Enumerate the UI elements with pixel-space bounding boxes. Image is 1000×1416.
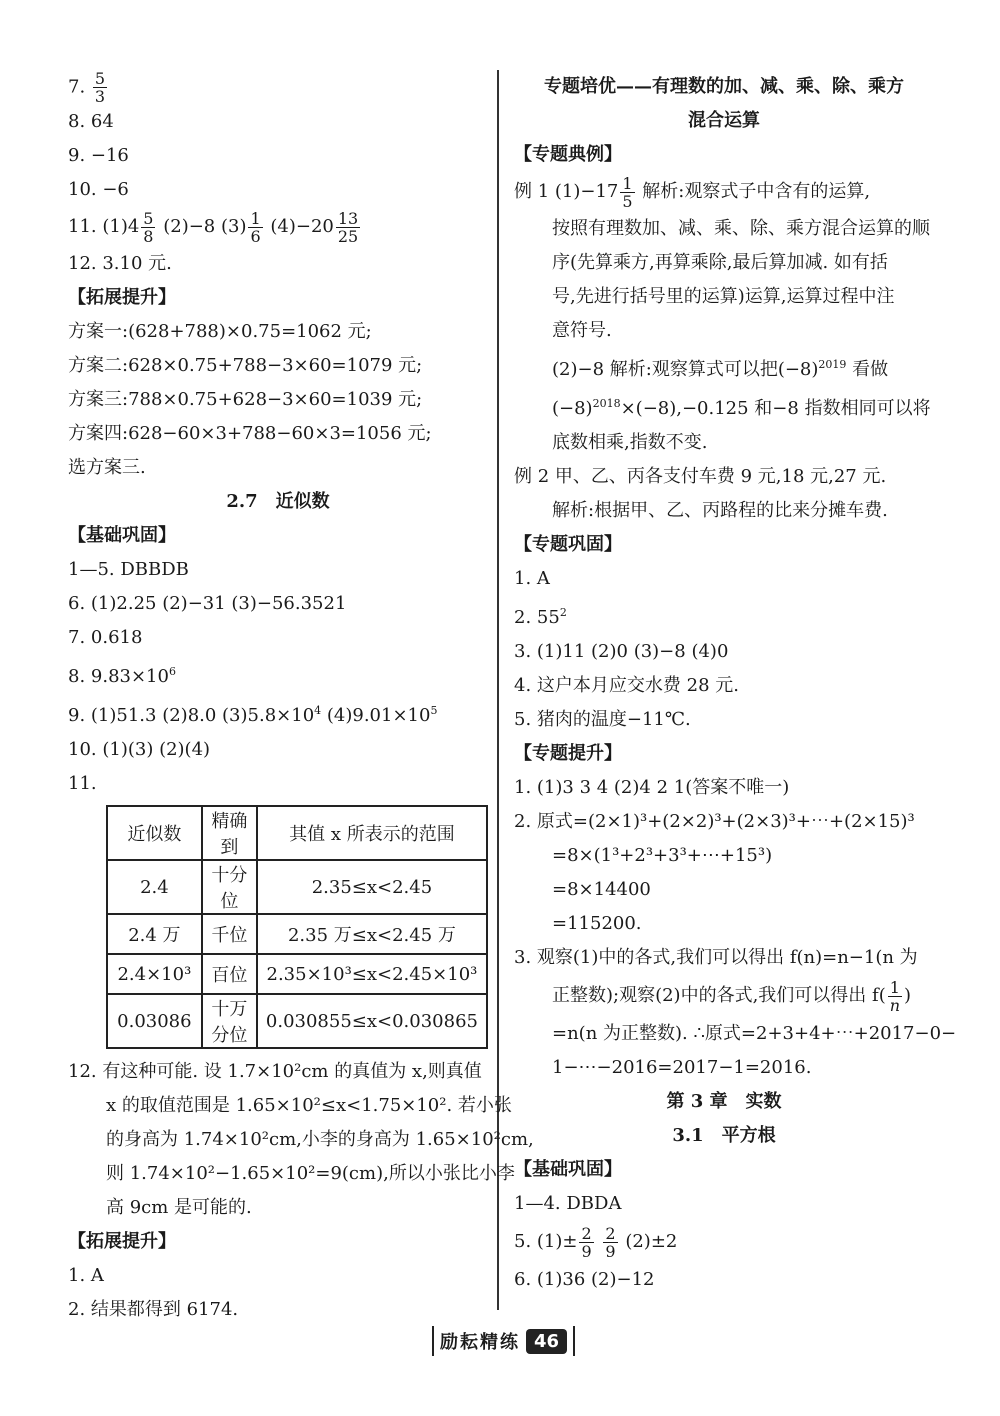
example-1-line-6 bbox=[514, 348, 934, 387]
fraction bbox=[336, 210, 360, 245]
answer-10: 10. −6 bbox=[68, 179, 129, 200]
fraction bbox=[603, 1225, 617, 1260]
answer-text: 正整数);观察(2)中的各式,我们可以得出 f( bbox=[552, 985, 886, 1006]
answer-text: ) bbox=[904, 985, 912, 1006]
improvement-answer-3-line-1: 3. 观察(1)中的各式,我们可以得出 f(n)=n−1(n 为 bbox=[514, 947, 918, 968]
fraction-numerator: 5 bbox=[94, 69, 106, 88]
table-cell: 百位 bbox=[202, 954, 257, 994]
answer-12-line-3: 的身高为 1.74×10²cm,小李的身高为 1.65×10²cm, bbox=[106, 1129, 534, 1150]
fraction-numerator: 1 bbox=[889, 977, 900, 997]
example-1-line-2: 按照有理数加、减、乘、除、乘方混合运算的顺 bbox=[552, 218, 930, 239]
improvement-answer-1: 1. (1)3 3 4 (2)4 2 1(答案不唯一) bbox=[514, 777, 790, 798]
example-1-line-3: 序(先算乘方,再算乘除,最后算加减. 如有括 bbox=[552, 252, 888, 273]
extension-answer-1: 1. A bbox=[68, 1265, 104, 1286]
fraction-denominator-variable: n bbox=[889, 995, 901, 1015]
answer-12-line-5: 高 9cm 是可能的. bbox=[106, 1197, 252, 1218]
table-row bbox=[107, 860, 487, 914]
fraction-denominator: 9 bbox=[581, 1241, 592, 1261]
table-row bbox=[107, 914, 487, 954]
section-heading: 【拓展提升】 bbox=[68, 1231, 176, 1252]
fraction-numerator: 1 bbox=[622, 173, 633, 193]
section-heading: 【专题巩固】 bbox=[514, 534, 622, 555]
plan-2: 方案二:628×0.75+788−3×60=1079 元; bbox=[68, 355, 423, 376]
improvement-answer-2-line-1: 2. 原式=(2×1)³+(2×2)³+(2×3)³+⋯+(2×15)³ bbox=[514, 811, 915, 832]
answer-12-line-2: x 的取值范围是 1.65×10²≤x<1.75×10². 若小张 bbox=[106, 1095, 512, 1116]
exponent: 5 bbox=[430, 704, 438, 717]
example-2-line-1: 例 2 甲、乙、丙各支付车费 9 元,18 元,27 元. bbox=[514, 466, 887, 487]
fraction bbox=[93, 70, 107, 105]
approximation-table bbox=[106, 805, 488, 1049]
fraction-numerator: 13 bbox=[337, 208, 359, 228]
table-cell: 0.030855≤x<0.030865 bbox=[257, 994, 487, 1048]
exponent: 4 bbox=[314, 704, 322, 717]
exponent: 2018 bbox=[592, 397, 621, 410]
improvement-answer-2-line-3: =8×14400 bbox=[552, 879, 651, 900]
answer-11-label: 11. bbox=[68, 773, 97, 794]
answer-9: 9. −16 bbox=[68, 145, 129, 166]
answer-12-line-4: 则 1.74×10²−1.65×10²=9(cm),所以小张比小李 bbox=[106, 1163, 515, 1184]
fraction-denominator: 3 bbox=[94, 87, 106, 106]
improvement-answer-3-line-3: =n(n 为正整数). ∴原式=2+3+4+⋯+2017−0− bbox=[552, 1023, 957, 1044]
consolidation-answer-5: 5. 猪肉的温度−11℃. bbox=[514, 709, 691, 730]
plan-3: 方案三:788×0.75+628−3×60=1039 元; bbox=[68, 389, 423, 410]
answer-9 bbox=[68, 694, 488, 733]
consolidation-answer-2 bbox=[514, 596, 934, 635]
table-row bbox=[107, 994, 487, 1048]
table-header-row bbox=[107, 806, 487, 860]
fraction bbox=[141, 210, 155, 245]
table-cell: 十分位 bbox=[202, 860, 257, 914]
answer-text: (2)−8 (3) bbox=[163, 216, 247, 237]
table-header-cell: 精确到 bbox=[202, 806, 257, 860]
right-column bbox=[514, 70, 957, 1297]
answers-1-5: 1—5. DBBDB bbox=[68, 559, 189, 580]
consolidation-answer-1: 1. A bbox=[514, 568, 550, 589]
example-1-line-1 bbox=[514, 172, 934, 212]
answer-8: 8. 64 bbox=[68, 111, 114, 132]
answers-1-4: 1—4. DBDA bbox=[514, 1193, 622, 1214]
section-heading: 【专题典例】 bbox=[514, 144, 622, 165]
fraction-denominator: 25 bbox=[337, 226, 359, 246]
table-cell: 2.4 万 bbox=[107, 914, 202, 954]
exponent: 6 bbox=[168, 665, 176, 678]
fraction-denominator bbox=[888, 997, 902, 1014]
footer-bar bbox=[573, 1326, 575, 1356]
answer-5 bbox=[514, 1221, 934, 1263]
example-1-line-7 bbox=[514, 387, 934, 426]
improvement-answer-3-line-2 bbox=[514, 975, 934, 1017]
fraction-numerator: 5 bbox=[143, 208, 154, 228]
answer-12-line-1: 12. 有这种可能. 设 1.7×10²cm 的真值为 x,则真值 bbox=[68, 1061, 482, 1082]
section-heading: 【基础巩固】 bbox=[514, 1159, 622, 1180]
section-heading: 【拓展提升】 bbox=[68, 287, 176, 308]
fraction-denominator: 9 bbox=[605, 1241, 616, 1261]
answer-6: 6. (1)36 (2)−12 bbox=[514, 1269, 655, 1290]
table-cell: 2.35×10³≤x<2.45×10³ bbox=[257, 954, 487, 994]
section-heading: 【基础巩固】 bbox=[68, 525, 176, 546]
answer-7 bbox=[68, 70, 488, 105]
fraction-denominator: 8 bbox=[143, 226, 154, 246]
table-cell: 2.35≤x<2.45 bbox=[257, 860, 487, 914]
example-1-line-8: 底数相乘,指数不变. bbox=[552, 432, 708, 453]
section-title-2-7: 2.7 近似数 bbox=[226, 491, 330, 512]
answer-8 bbox=[68, 655, 488, 694]
answer-10: 10. (1)(3) (2)(4) bbox=[68, 739, 211, 760]
example-1-line-5: 意符号. bbox=[552, 320, 612, 341]
page-footer bbox=[426, 1326, 581, 1356]
fraction-denominator: 6 bbox=[250, 226, 261, 246]
answer-text: 8. 9.83×10 bbox=[68, 666, 169, 687]
example-text: 解析:观察式子中含有的运算, bbox=[636, 181, 871, 202]
answer-text: 5. (1)± bbox=[514, 1231, 578, 1252]
brand-logo: 励耘精练 bbox=[440, 1332, 520, 1353]
table-cell: 2.4 bbox=[107, 860, 202, 914]
consolidation-answer-4: 4. 这户本月应交水费 28 元. bbox=[514, 675, 739, 696]
example-text: 例 1 (1)−17 bbox=[514, 181, 619, 202]
answer-text: (4)−20 bbox=[270, 216, 334, 237]
improvement-answer-2-line-4: =115200. bbox=[552, 913, 642, 934]
improvement-answer-3-line-4: 1−⋯−2016=2017−1=2016. bbox=[552, 1057, 812, 1078]
table-cell: 千位 bbox=[202, 914, 257, 954]
extension-answer-2: 2. 结果都得到 6174. bbox=[68, 1299, 239, 1320]
special-topic-title: 专题培优——有理数的加、减、乘、除、乘方 bbox=[544, 76, 904, 97]
answer-7: 7. 0.618 bbox=[68, 627, 143, 648]
example-text: 看做 bbox=[846, 359, 889, 380]
left-column bbox=[68, 69, 534, 1327]
answer-6: 6. (1)2.25 (2)−31 (3)−56.3521 bbox=[68, 593, 347, 614]
exponent: 2019 bbox=[818, 358, 847, 371]
answer-11 bbox=[68, 207, 488, 247]
plan-1: 方案一:(628+788)×0.75=1062 元; bbox=[68, 321, 372, 342]
answer-text: (2)±2 bbox=[619, 1231, 678, 1252]
answer-12: 12. 3.10 元. bbox=[68, 253, 172, 274]
table-cell: 2.4×10³ bbox=[107, 954, 202, 994]
example-1-line-4: 号,先进行括号里的运算)运算,运算过程中注 bbox=[552, 286, 895, 307]
example-2-line-2: 解析:根据甲、乙、丙路程的比来分摊车费. bbox=[552, 500, 888, 521]
plan-choice: 选方案三. bbox=[68, 457, 146, 478]
section-heading: 【专题提升】 bbox=[514, 743, 622, 764]
table-header-cell: 近似数 bbox=[107, 806, 202, 860]
improvement-answer-2-line-2: =8×(1³+2³+3³+⋯+15³) bbox=[552, 845, 773, 866]
section-title-3-1: 3.1 平方根 bbox=[672, 1125, 776, 1146]
fraction bbox=[248, 210, 262, 245]
plan-4: 方案四:628−60×3+788−60×3=1056 元; bbox=[68, 423, 432, 444]
answer-text: 2. 55 bbox=[514, 607, 560, 628]
fraction bbox=[888, 979, 902, 1014]
answer-text: (4)9.01×10 bbox=[321, 705, 431, 726]
table-row bbox=[107, 954, 487, 994]
chapter-title: 第 3 章 实数 bbox=[666, 1091, 782, 1112]
consolidation-answer-3: 3. (1)11 (2)0 (3)−8 (4)0 bbox=[514, 641, 729, 662]
table-header-cell: 其值 x 所表示的范围 bbox=[257, 806, 487, 860]
fraction bbox=[579, 1225, 593, 1260]
table-cell: 十万分位 bbox=[202, 994, 257, 1048]
page-number: 46 bbox=[526, 1329, 567, 1354]
fraction-numerator: 2 bbox=[581, 1223, 592, 1243]
fraction-numerator: 1 bbox=[250, 208, 261, 228]
special-topic-subtitle: 混合运算 bbox=[688, 110, 760, 131]
answer-text: 11. (1)4 bbox=[68, 216, 140, 237]
fraction bbox=[620, 175, 634, 210]
fraction-numerator: 2 bbox=[605, 1223, 616, 1243]
footer-bar bbox=[432, 1326, 434, 1356]
example-text: (2)−8 解析:观察算式可以把(−8) bbox=[552, 359, 819, 380]
table-cell: 0.03086 bbox=[107, 994, 202, 1048]
answer-text: 9. (1)51.3 (2)8.0 (3)5.8×10 bbox=[68, 705, 315, 726]
fraction-denominator: 5 bbox=[622, 191, 633, 211]
example-text: (−8) bbox=[552, 398, 593, 419]
exponent: 2 bbox=[559, 606, 567, 619]
table-cell: 2.35 万≤x<2.45 万 bbox=[257, 914, 487, 954]
example-text: ×(−8),−0.125 和−8 指数相同可以将 bbox=[620, 398, 931, 419]
answer-label: 7. bbox=[68, 76, 86, 98]
